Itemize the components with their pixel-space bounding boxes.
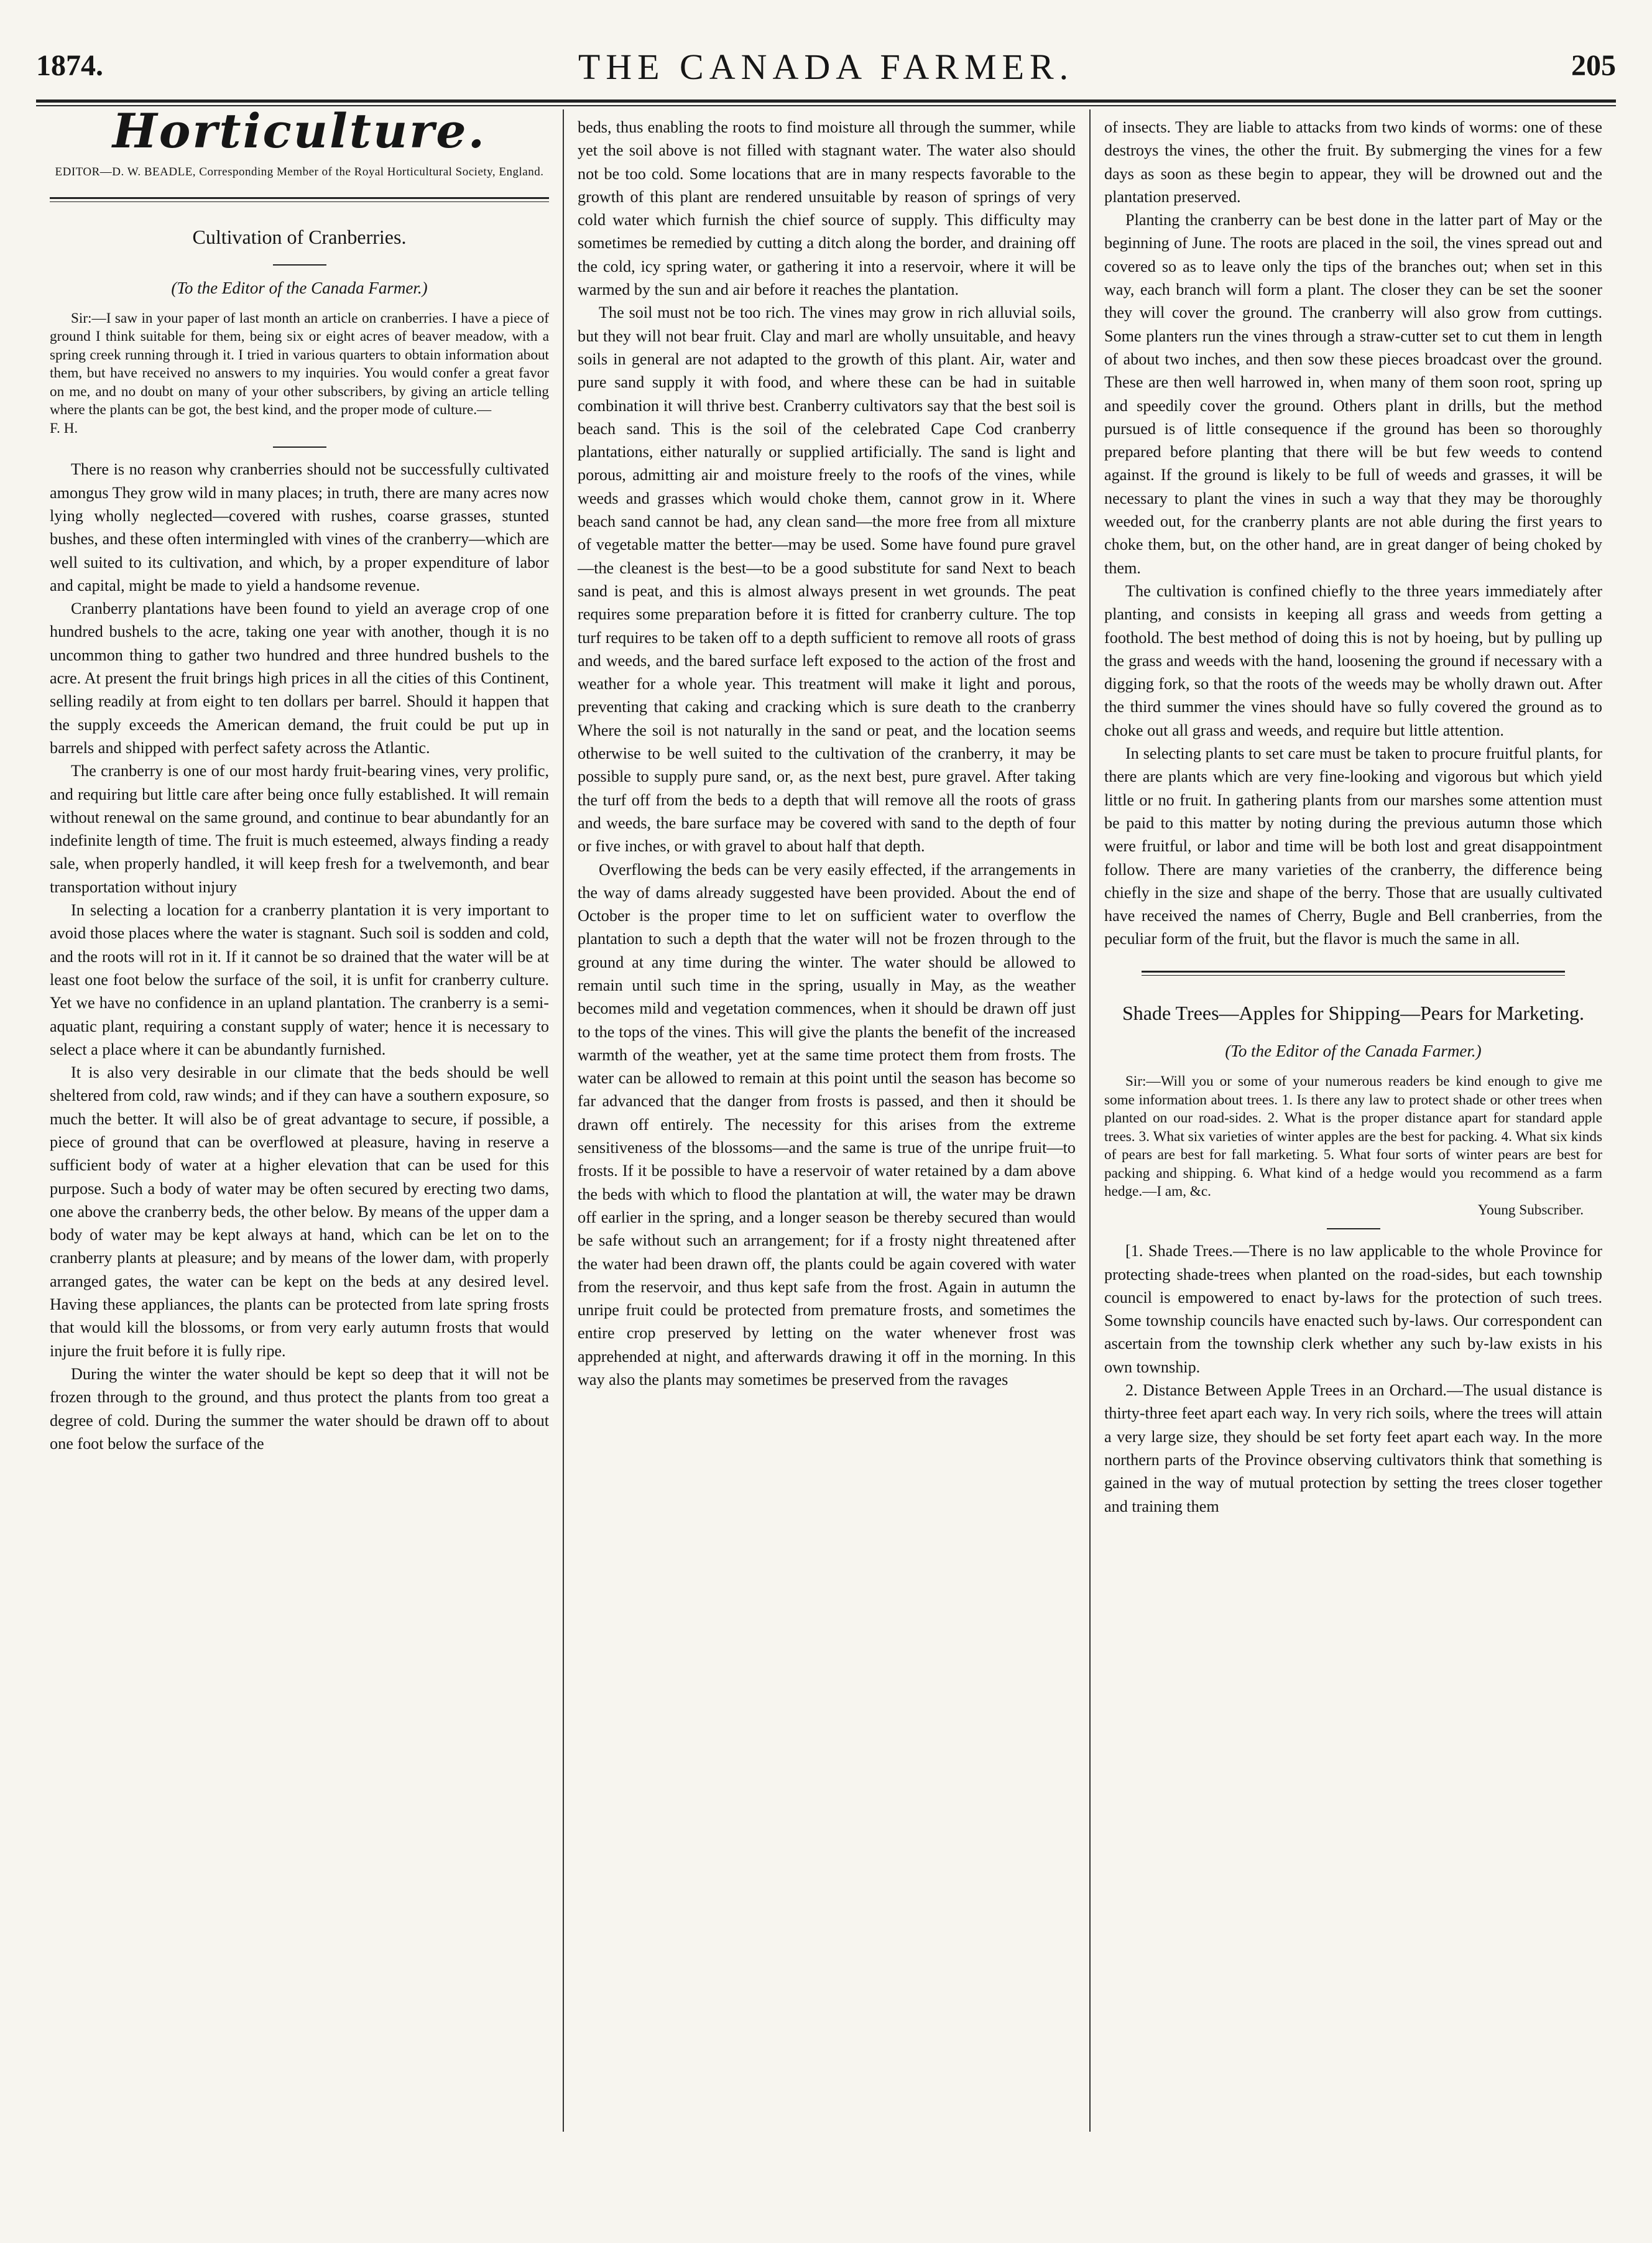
paragraph: There is no reason why cranberries should not be successfully cultivated amongus They grow wild in many places; in truth, there are many acres now lying wholly neglected—covered with rushes, coarse grasses, stunted bushes, and these often intermingled with vines of the cranberry—which are well suited to its cultivation, and which, by a proper expenditure of labor and capital, might be made to yield a handsome revenue. (50, 460, 549, 594)
paragraph: 2. Distance Between Apple Trees in an Orchard.—The usual distance is thirty-three feet apart each way. In very rich soils, where the trees will attain a very large size, they should be set forty feet apart each way. In the more northern parts of the Province observing cultivators think that something is gained in the way of mutual protection by setting the trees closer together and training them (1104, 1381, 1602, 1515)
letter-text: Sir:—Will you or some of your numerous readers be kind enough to give me some information about trees. 1. Is there any law to protect shade or other trees when planted on our road-sides. 2. What is the proper distance apart for standard apple trees. 3. What six varieties of winter apples are the best for packing. 4. What six kinds of pears are best for fall marketing. 5. What four sorts of winter pears are best for packing and shipping. 6. What kind of a hedge would you recommend as a farm hedge.—I am, &c. (1104, 1073, 1602, 1200)
article-2-to-editor: (To the Editor of the Canada Farmer.) (1225, 1041, 1482, 1060)
section-header: Horticulture. (112, 109, 487, 159)
letter-signature: Young Subscriber. (1477, 1201, 1584, 1218)
article-2-letter (1104, 1073, 1602, 1219)
editor-line: EDITOR—D. W. BEADLE, Corresponding Member of the Royal Horticultural Society, England. (55, 165, 544, 179)
paragraph: [1. Shade Trees.—There is no law applicable to the whole Province for protecting shade-trees when planted on the road-sides, but each township council is empowered to enact by-laws for the protection of such trees. Some township councils have enacted such by-laws. Our correspondent can ascertain from the township clerk whether any such by-law exists in his own township. (1104, 1242, 1602, 1376)
masthead-title: THE CANADA FARMER. (578, 47, 1074, 87)
masthead-rule (36, 99, 1616, 106)
article-1-letter (50, 310, 549, 438)
title-rule (273, 264, 326, 266)
paragraph: Planting the cranberry can be best done in the latter part of May or the beginning of June. The roots are placed in the soil, the vines spread out and covered so as to leave only the tips of the branches out; when set in this way, each branch will form a plant. The closer they can be set the sooner they will cover the ground. The cranberry will also grow from cuttings. Some planters run the vines through a straw-cutter set to cut them in length of about two inches, and then sow these pieces broadcast over the ground. These are then well harrowed in, when many of them soon root, spring up and speedily cover the ground. Others plant in drills, but the method pursued is of little consequence if the ground has been so thoroughly prepared before planting that there will be but few weeds to contend against. If the ground is likely to be full of weeds and grasses, it will be necessary to plant the vines in such a way that they may be thoroughly weeded out, for the cranberry plants are not able during the first years to choke them, but, on the other hand, are in great danger of being choked by them. (1104, 211, 1602, 577)
paragraph: The cranberry is one of our most hardy fruit-bearing vines, very prolific, and requiring but little care after being once fully established. It will remain without renewal on the same ground, and continue to bear abundantly for an indefinite length of time. The fruit is much esteemed, always finding a ready sale, when properly handled, it will keep fresh for a twelvemonth, and bear transportation without injury (50, 762, 549, 896)
columns (36, 109, 1616, 2132)
letter-signature: F. H. (50, 420, 78, 437)
article-1-to-editor: (To the Editor of the Canada Farmer.) (171, 278, 428, 297)
article-1-title: Cultivation of Cranberries. (192, 226, 407, 249)
page-number: 205 (1571, 49, 1616, 82)
paragraph: In selecting a location for a cranberry plantation it is very important to avoid those places where the water is stagnant. Such soil is sodden and cold, and the roots will rot in it. If it cannot be so drained that the water will be at least one foot below the surface of the soil, it is unfit for cranberry culture. Yet we have no confidence in an upland plantation. The cranberry is a semi-aquatic plant, requiring a constant supply of water; hence it is necessary to select a place where it can be abundantly furnished. (50, 901, 549, 1058)
masthead-year: 1874. (36, 49, 103, 82)
column-3 (1089, 109, 1616, 2132)
masthead (36, 49, 1616, 97)
paragraph: Overflowing the beds can be very easily effected, if the arrangements in the way of dams already suggested have been provided. About the end of October is the proper time to let on sufficient water to overflow the plantation to such a depth that the water will not be frozen through to the ground at any time during the winter. The water should be allowed to remain until such time in the spring, usually in May, as the weather becomes mild and vegetation commences, when it should be drawn off just to the tops of the vines. This will give the plants the benefit of the increased warmth of the weather, yet at the same time protect them from frosts. The water can be allowed to remain at this point until the season has become so far advanced that the danger from frosts is passed, and then it should be drawn off entirely. The necessity for this arises from the extreme sensitiveness of the blossoms—and the same is true of the unripe fruit—to frosts. If it be possible to have a reservoir of water retained by a dam above the beds with which to flood the plantation at will, the water may be drawn off earlier in the spring, and a longer season be thereby secured than would be safe without such an arrangement; for if a frosty night threatened after the water had been drawn off, the plants could be again covered with water from the reservoir, and thus kept safe from the frost. Again in autumn the unripe fruit could be protected from premature frosts, and sometimes the entire crop preserved by letting on the water whenever frost was apprehended at night, and afterwards drawing it off in the morning. In this way also the plants may sometimes be preserved from the ravages (578, 860, 1076, 1389)
column-1 (36, 109, 563, 2132)
paragraph: of insects. They are liable to attacks from two kinds of worms: one of these destroys the vines, the other the fruit. By submerging the vines for a few days as soon as these begin to appear, they will be drowned out and the plantation preserved. (1104, 118, 1602, 206)
paragraph: It is also very desirable in our climate that the beds should be well sheltered from cold, raw winds; and if they can have a southern exposure, so much the better. It will also be of great advantage to secure, if possible, a piece of ground that can be overflowed at pleasure, having in reserve a sufficient body of water at a higher elevation that can be used for this purpose. Such a body of water may be often secured by erecting two dams, one above the cranberry beds, the other below. By means of the upper dam a body of water may be kept always at hand, which can be let on to the cranberry plants at pleasure; and by means of the lower dam, with properly arranged gates, the water can be kept on the beds at any desired level. Having these appliances, the plants can be protected from late spring frosts that would kill the blossoms, or from very early autumn frosts that would injure the fruit before it is fully ripe. (50, 1063, 549, 1360)
letter-rule (1327, 1228, 1380, 1229)
paragraph: beds, thus enabling the roots to find moisture all through the summer, while yet the soil above is not filled with stagnant water. The water also should not be too cold. Some locations that are in many respects favorable to the growth of this plant are rendered unsuitable by reason of springs of very cold water which furnish the chief source of supply. This difficulty may sometimes be remedied by cutting a ditch along the border, and draining off the cold, icy spring water, or gathering it into a reservoir, where it will be warmed by the sun and air before it reaches the plantation. (578, 118, 1076, 299)
paragraph: In selecting plants to set care must be taken to procure fruitful plants, for there are plants which are very fine-looking and vigorous but which yield little or no fruit. In gathering plants from our marshes some attention must be paid to this matter by noting during the previous autumn those which were fruitful, or labor and time will be both lost and great disappointment follow. There are many varieties of the cranberry, the difference being chiefly in the size and shape of the berry. Those that are usually cultivated have received the names of Cherry, Bugle and Bell cranberries, from the peculiar form of the fruit, but the flavor is much the same in all. (1104, 744, 1602, 948)
letter-rule (273, 446, 326, 448)
article-divider (1142, 971, 1565, 976)
paragraph: Cranberry plantations have been found to yield an average crop of one hundred bushels to the acre, taking one year with another, though it is no uncommon thing to gather two hundred and three hundred bushels to the acre. At present the fruit brings high prices in all the cities of this Continent, selling readily at from eight to ten dollars per barrel. Should it happen that the supply exceeds the American demand, the fruit could be put up in barrels and shipped with perfect safety across the Atlantic. (50, 599, 549, 757)
paragraph: The soil must not be too rich. The vines may grow in rich alluvial soils, but they will not bear fruit. Clay and marl are wholly unsuitable, and heavy soils in general are not adapted to the growth of this plant. Air, water and pure sand supply it with food, and where these can be had in suitable combination it will thrive best. Cranberry cultivators say that the best soil is beach sand. This is the soil of the celebrated Cape Cod cranberry plantations, either naturally or supplied artificially. The sand is light and porous, admitting air and moisture freely to the roofs of the vines, while weeds and grasses which would choke them, cannot grow in it. Where beach sand cannot be had, any clean sand—the more free from all mixture of vegetable matter the better—may be used. Some have found pure gravel—the cleanest is the best—to be a good substitute for sand Next to beach sand is peat, and this is almost always present in wet grounds. The peat requires some preparation before it is fitted for cranberry culture. The top turf requires to be taken off to a depth sufficient to remove all roots of grass and weeds, and the bared surface left exposed to the action of the frost and weather for a whole year. This treatment will make it light and porous, preventing that caking and cracking which is sure death to the cranberry Where the soil is not naturally in the sand or peat, and the location seems otherwise to be well suited to the cultivation of the cranberry, it may be possible to supply pure sand, or, as the next best, pure gravel. After taking the turf off from the beds to a depth that will remove all the roots of grass and weeds, the bare surface may be covered with sand to the depth of four or five inches, or with gravel to about half that depth. (578, 303, 1076, 856)
paragraph: During the winter the water should be kept so deep that it will not be frozen through to the ground, and thus protect the plants from too great a degree of cold. During the summer the water should be drawn off to about one foot below the surface of the (50, 1364, 549, 1453)
article-2-title: Shade Trees—Apples for Shipping—Pears for Marketing. (1122, 1001, 1585, 1024)
paragraph: The cultivation is confined chiefly to the three years immediately after planting, and consists in keeping all grass and weeds from getting a foothold. The best method of doing this is not by hoeing, but by pulling up the grass and weeds with the hand, loosening the ground if necessary with a digging fork, so that the roots of the weeds may be wholly drawn out. After the third summer the vines should have so fully covered the ground as to choke out all grass and weeds, and require but little attention. (1104, 581, 1602, 739)
letter-text: Sir:—I saw in your paper of last month an article on cranberries. I have a piece of ground I think suitable for them, being six or eight acres of beaver meadow, with a spring creek running through it. I tried in various quarters to obtain information about them, but have received no answers to my inquiries. You would confer a great favor on me, and no doubt on many of your other subscribers, by giving an article telling where the plants can be got, the best kind, and the proper mode of culture.— (50, 310, 549, 419)
column-2 (563, 109, 1089, 2132)
section-rule (50, 197, 549, 202)
